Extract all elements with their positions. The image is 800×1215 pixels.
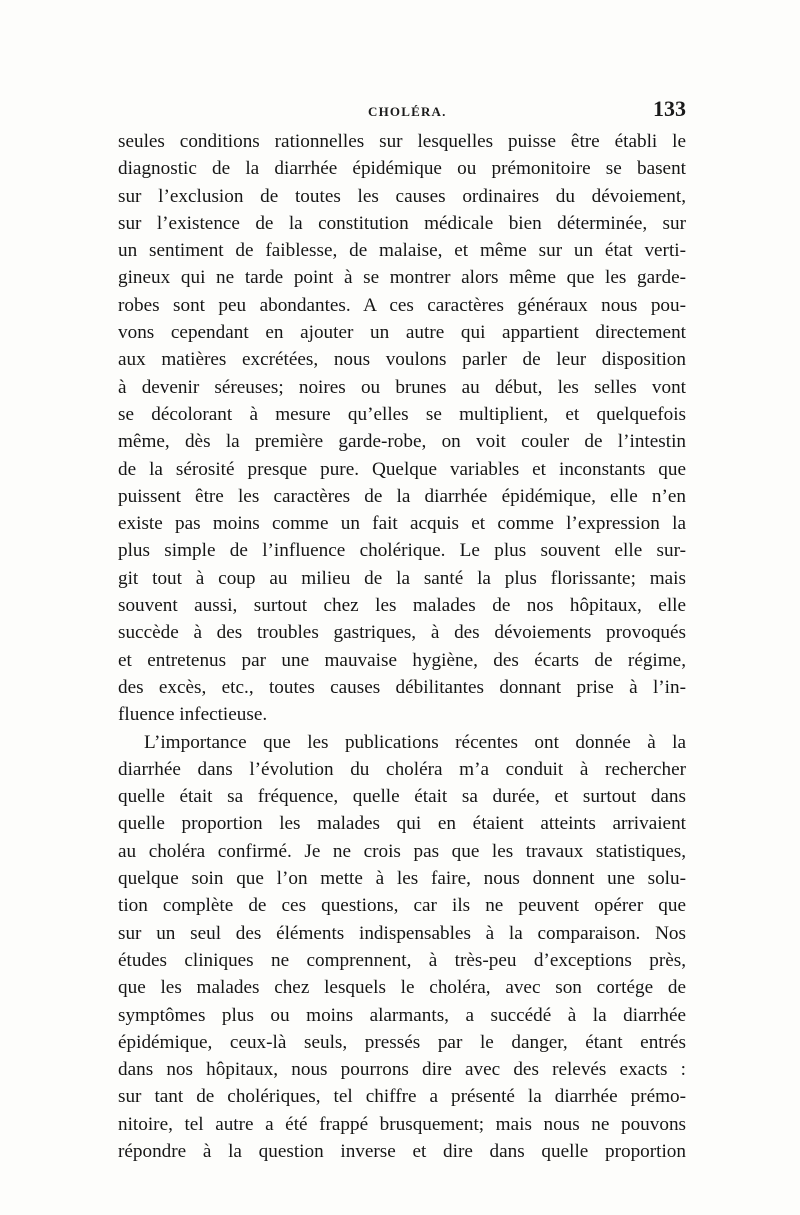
paragraph-start-line: L’importance que les publications récentes ont donnée à la bbox=[144, 731, 686, 753]
text-line: seules conditions rationnelles sur lesquelles puisse être établi le bbox=[118, 131, 686, 152]
text-line: dans nos hôpitaux, nous pourrons dire avec des relevés exacts : bbox=[118, 1059, 686, 1081]
text-line: au choléra confirmé. Je ne crois pas que les travaux statistiques, bbox=[118, 840, 686, 862]
text-line: épidémique, ceux-là seuls, pressés par le danger, étant entrés bbox=[118, 1031, 686, 1053]
text-line: que les malades chez lesquels le choléra, avec son cortége de bbox=[118, 977, 686, 999]
text-line: des excès, etc., toutes causes débilitantes donnant prise à l’in- bbox=[118, 676, 686, 698]
page-header bbox=[118, 96, 686, 126]
text-line: quelque soin que l’on mette à les faire, nous donnent une solu- bbox=[118, 868, 686, 890]
text-line: gineux qui ne tarde point à se montrer alors même que les garde- bbox=[118, 267, 686, 289]
text-line: sur l’existence de la constitution médicale bien déterminée, sur bbox=[118, 212, 686, 234]
text-line: sur tant de cholériques, tel chiffre a présenté la diarrhée prémo- bbox=[118, 1086, 686, 1108]
page-number: 133 bbox=[653, 96, 686, 121]
text-line: sur un seul des éléments indispensables à la comparaison. Nos bbox=[118, 922, 686, 944]
text-line: nitoire, tel autre a été frappé brusquement; mais nous ne pouvons bbox=[118, 1113, 686, 1135]
text-line: sur l’exclusion de toutes les causes ordinaires du dévoiement, bbox=[118, 185, 686, 207]
text-line: fluence infectieuse. bbox=[118, 704, 268, 726]
text-line: se décolorant à mesure qu’elles se multiplient, et quelquefois bbox=[118, 403, 686, 425]
text-line: même, dès la première garde-robe, on voit couler de l’intestin bbox=[118, 431, 686, 453]
text-line: existe pas moins comme un fait acquis et comme l’expression la bbox=[118, 513, 686, 535]
text-line: à devenir séreuses; noires ou brunes au début, les selles vont bbox=[118, 376, 686, 398]
body-text bbox=[118, 128, 686, 1165]
text-line: vons cependant en ajouter un autre qui appartient directement bbox=[118, 322, 686, 344]
text-line: quelle proportion les malades qui en étaient atteints arrivaient bbox=[118, 813, 686, 835]
text-line: et entretenus par une mauvaise hygiène, des écarts de régime, bbox=[118, 649, 686, 671]
text-line: quelle était sa fréquence, quelle était sa durée, et surtout dans bbox=[118, 786, 686, 808]
text-line: de la sérosité presque pure. Quelque variables et inconstants que bbox=[118, 458, 686, 480]
text-line: plus simple de l’influence cholérique. Le plus souvent elle sur- bbox=[118, 540, 686, 562]
text-line: souvent aussi, surtout chez les malades de nos hôpitaux, elle bbox=[118, 595, 686, 617]
text-line: répondre à la question inverse et dire dans quelle proportion bbox=[118, 1140, 686, 1162]
text-line: tion complète de ces questions, car ils ne peuvent opérer que bbox=[118, 895, 686, 917]
text-line: diagnostic de la diarrhée épidémique ou prémonitoire se basent bbox=[118, 158, 686, 180]
running-head: CHOLÉRA. bbox=[368, 104, 447, 119]
text-line: études cliniques ne comprennent, à très-peu d’exceptions près, bbox=[118, 949, 686, 971]
text-line: robes sont peu abondantes. A ces caractères généraux nous pou- bbox=[118, 294, 686, 316]
text-line: un sentiment de faiblesse, de malaise, et même sur un état verti- bbox=[118, 240, 686, 262]
text-line: git tout à coup au milieu de la santé la plus florissante; mais bbox=[118, 567, 686, 589]
text-line: diarrhée dans l’évolution du choléra m’a conduit à rechercher bbox=[118, 758, 686, 780]
text-line: puissent être les caractères de la diarrhée épidémique, elle n’en bbox=[118, 485, 686, 507]
text-line: aux matières excrétées, nous voulons parler de leur disposition bbox=[118, 349, 686, 371]
text-line: symptômes plus ou moins alarmants, a succédé à la diarrhée bbox=[118, 1004, 686, 1026]
text-line: succède à des troubles gastriques, à des dévoiements provoqués bbox=[118, 622, 686, 644]
